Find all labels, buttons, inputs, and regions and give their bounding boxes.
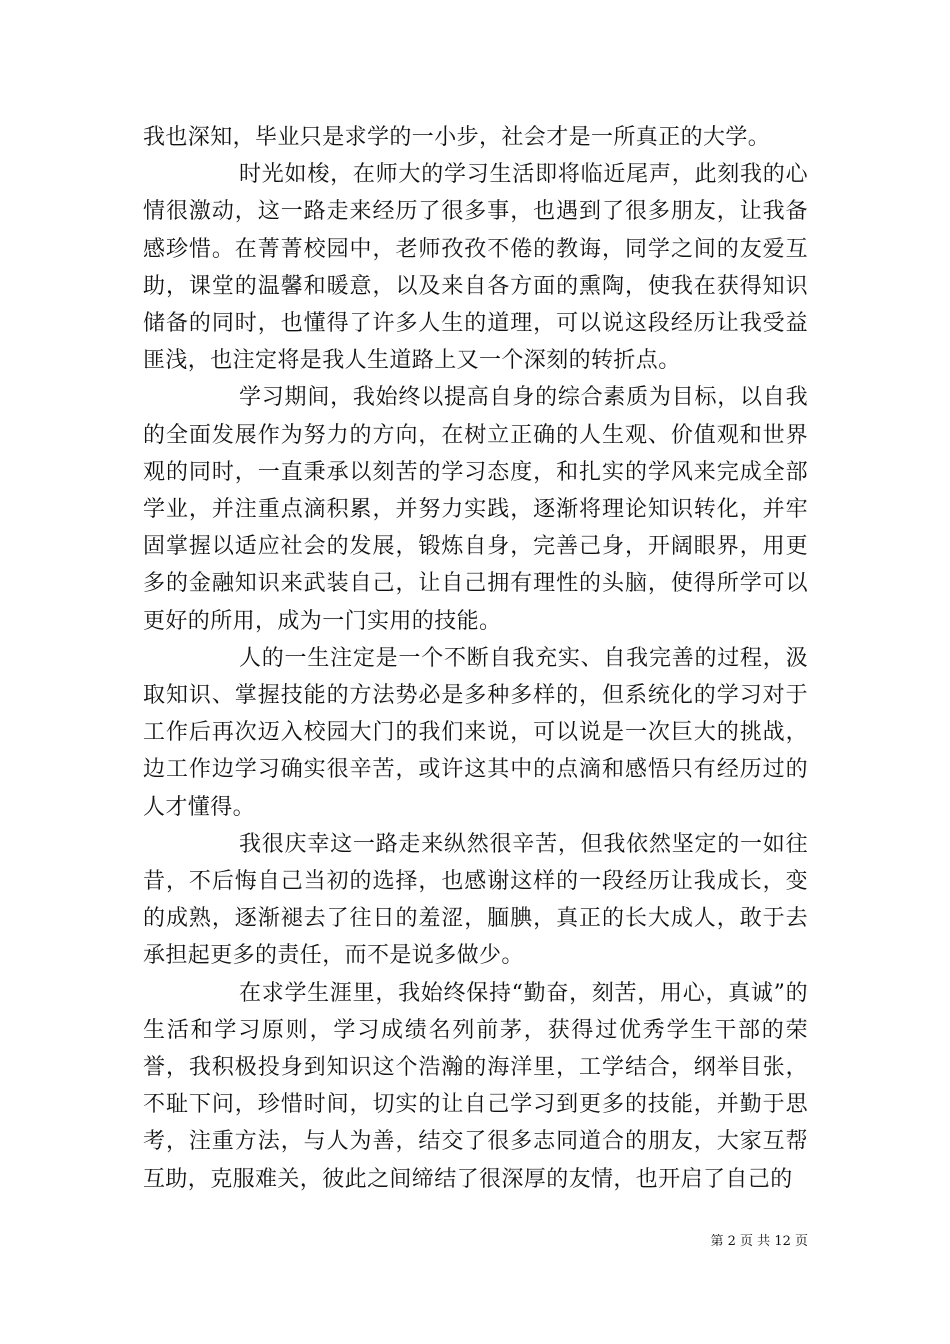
paragraph-5: 我很庆幸这一路走来纵然很辛苦，但我依然坚定的一如往昔，不后悔自己当初的选择，也感谢这样的一段经历让我成长，变的成熟，逐渐褪去了往日的羞涩，腼腆，真正的长大成人，敢于去承担起更多的责任，而不是说多做少。 [143, 831, 808, 969]
paragraph-6: 在求学生涯里，我始终保持“勤奋，刻苦，用心，真诚”的生活和学习原则，学习成绩名列前茅，获得过优秀学生干部的荣誉，我积极投身到知识这个浩瀚的海洋里，工学结合，纲举目张，不耻下问，珍惜时间，切实的让自己学习到更多的技能，并勤于思考，注重方法，与人为善，结交了很多志同道合的朋友，大家互帮互助，克服难关，彼此之间缔结了很深厚的友情，也开启了自己的 [143, 980, 808, 1192]
paragraph-4: 人的一生注定是一个不断自我充实、自我完善的过程，汲取知识、掌握技能的方法势必是多种多样的，但系统化的学习对于工作后再次迈入校园大门的我们来说，可以说是一次巨大的挑战，边工作边学习确实很辛苦，或许这其中的点滴和感悟只有经历过的人才懂得。 [143, 645, 808, 820]
paragraph-3: 学习期间，我始终以提高自身的综合素质为目标，以自我的全面发展作为努力的方向，在树立正确的人生观、价值观和世界观的同时，一直秉承以刻苦的学习态度，和扎实的学风来完成全部学业，并注重点滴积累，并努力实践，逐渐将理论知识转化，并牢固掌握以适应社会的发展，锻炼自身，完善己身，开阔眼界，用更多的金融知识来武装自己，让自己拥有理性的头脑，使得所学可以更好的所用，成为一门实用的技能。 [143, 385, 808, 634]
paragraph-2: 时光如梭，在师大的学习生活即将临近尾声，此刻我的心情很激动，这一路走来经历了很多事，也遇到了很多朋友，让我备感珍惜。在菁菁校园中，老师孜孜不倦的教诲，同学之间的友爱互助，课堂的温馨和暖意，以及来自各方面的熏陶，使我在获得知识储备的同时，也懂得了许多人生的道理，可以说这段经历让我受益匪浅，也注定将是我人生道路上又一个深刻的转折点。 [143, 162, 808, 374]
page-number-footer: 第 2 页 共 12 页 [710, 1234, 808, 1249]
paragraph-1: 我也深知，毕业只是求学的一小步，社会才是一所真正的大学。 [143, 125, 771, 150]
document-body [143, 119, 808, 1198]
